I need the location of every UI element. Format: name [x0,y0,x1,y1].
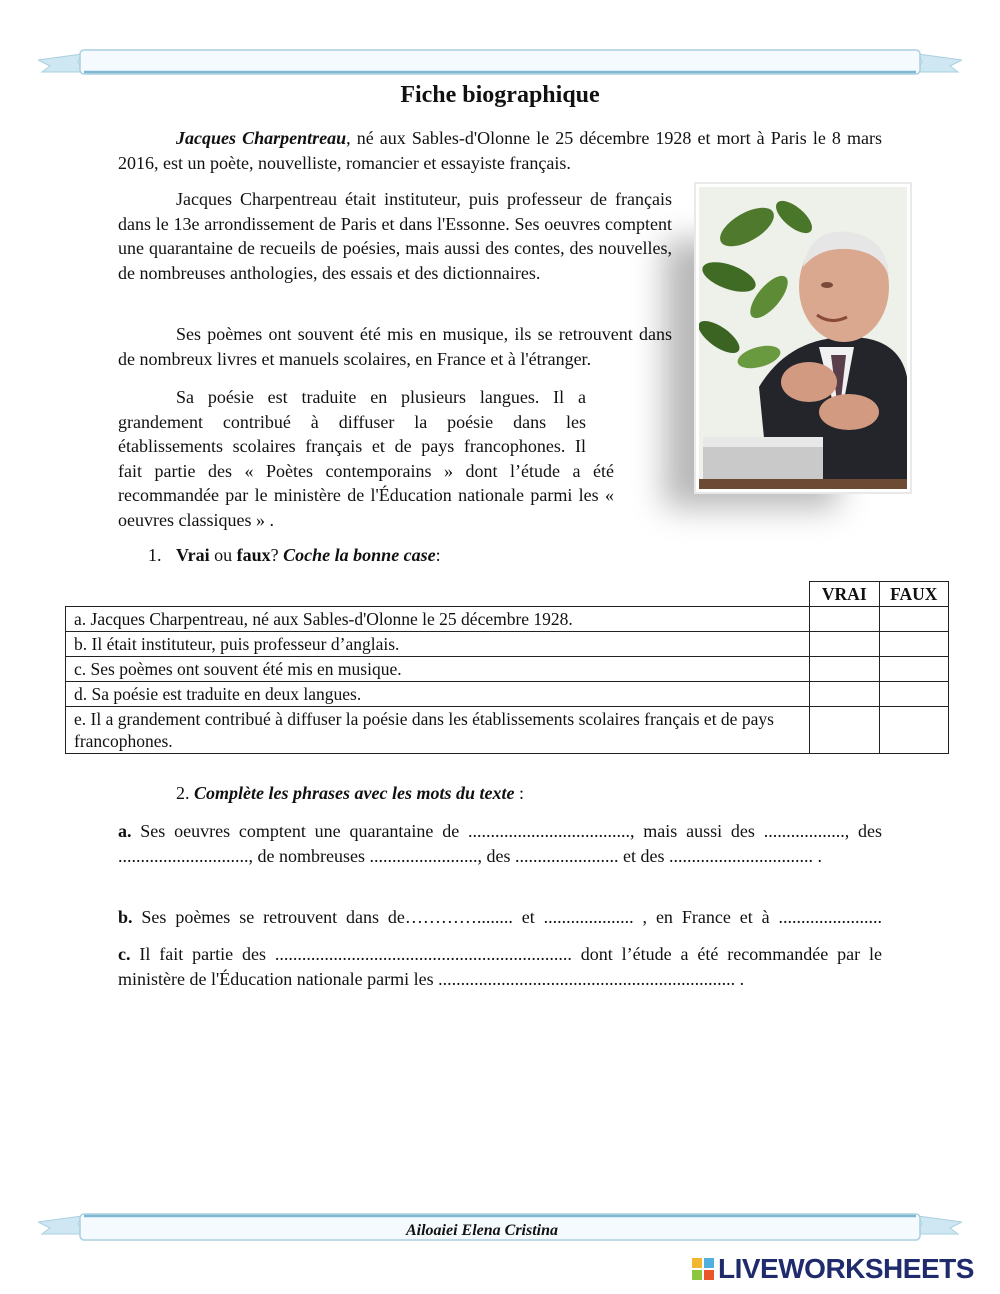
sentence-label: c. [118,944,131,964]
faux-word: faux [236,545,271,565]
sentence-text: Ses poèmes se retrouvent dans de…………........ et .................... , en France et à ....................... [132,907,882,927]
faux-checkbox-b[interactable] [879,632,948,657]
table-row [66,682,949,707]
sentence-text: Ses oeuvres comptent une quarantaine de ...................................., mais aussi des .................., des ............................., de nombreuses ........................, des ....................... et des ................................ . [118,821,882,866]
translation-line: établissements scolaires français et de pays francophones. Il [118,436,586,456]
statement-e: e. Il a grandement contribué à diffuser la poésie dans les établissements scolaires français et de pays francophones. [66,707,810,754]
sentence-label: a. [118,821,132,841]
sentence-label: b. [118,907,133,927]
footer-author: Ailoaiei Elena Cristina [405,1222,559,1239]
true-false-table [65,581,949,754]
intro-text: , né aux Sables-d'Olonne le 25 décembre 1928 et mort à Paris le 8 mars 2016, est un poète, nouvelliste, romancier et essayiste français. [118,128,882,173]
question-2-instruction: Complète les phrases avec les mots du texte [194,783,515,803]
fill-in-sentence-a[interactable] [118,819,882,869]
table-row [66,657,949,682]
vrai-word: Vrai [176,545,210,565]
fill-in-sentence-c[interactable] [118,942,882,992]
vrai-checkbox-b[interactable] [810,632,879,657]
music-text: Ses poèmes ont souvent été mis en musique, ils se retrouvent dans de nombreux livres et manuels scolaires, en France et à l'étranger. [118,324,672,369]
career-text: Jacques Charpentreau était instituteur, puis professeur de français dans le 13e arrondissement de Paris et dans l'Essonne. Ses oeuvres comptent une quarantaine de recueils de poésies, mais aussi des contes, des nouvelles, de nombreuses anthologies, des essais et des dictionnaires. [118,189,672,283]
question-2-heading: 2. Complète les phrases avec les mots du texte : [176,783,524,803]
faux-checkbox-c[interactable] [879,657,948,682]
translation-line: Sa poésie est traduite en plusieurs langues. Il a [176,387,586,407]
logo-text: LIVEWORKSHEETS [718,1253,974,1284]
sentence-text: Il fait partie des .................................................................. dont l’étude a été recommandée par le ministère de l'Éducation nationale parmi les .................................................................. . [118,944,882,989]
career-paragraph [118,187,672,285]
faux-checkbox-a[interactable] [879,607,948,632]
statement-b: b. Il était instituteur, puis professeur d’anglais. [66,632,810,657]
table-row [66,707,949,754]
question-1-instruction: Coche la bonne case [283,545,436,565]
faux-checkbox-e[interactable] [879,707,948,754]
statement-d: d. Sa poésie est traduite en deux langues. [66,682,810,707]
poet-portrait-photo [694,182,912,494]
intro-paragraph [118,126,882,175]
translation-text: fait partie des « Poètes contemporains » dont l’étude a été recommandée par le ministère de l'Éducation nationale parmi les « oeuvres classiques » . [118,460,614,530]
table-row [66,632,949,657]
poet-name: Jacques Charpentreau [176,128,347,148]
translation-paragraph [118,385,614,532]
faux-column-header: FAUX [879,582,948,607]
vrai-checkbox-a[interactable] [810,607,879,632]
question-number: 1. [148,545,162,565]
liveworksheets-logo [692,1252,974,1286]
music-paragraph [118,322,672,371]
vrai-checkbox-e[interactable] [810,707,879,754]
statement-c: c. Ses poèmes ont souvent été mis en musique. [66,657,810,682]
vrai-checkbox-d[interactable] [810,682,879,707]
vrai-checkbox-c[interactable] [810,657,879,682]
table-row [66,607,949,632]
top-ribbon-border [38,46,962,80]
table-header-row [66,582,949,607]
translation-line: grandement contribué à diffuser la poésie dans les [118,411,586,432]
fill-in-sentence-b[interactable] [118,905,882,930]
vrai-column-header: VRAI [810,582,879,607]
question-number: 2. [176,783,194,803]
logo-blocks-icon [692,1258,714,1280]
page-title: Fiche biographique [400,82,600,108]
question-1-heading: 1. Vrai ou faux? Coche la bonne case: [148,545,441,565]
faux-checkbox-d[interactable] [879,682,948,707]
statement-a: a. Jacques Charpentreau, né aux Sables-d'Olonne le 25 décembre 1928. [66,607,810,632]
